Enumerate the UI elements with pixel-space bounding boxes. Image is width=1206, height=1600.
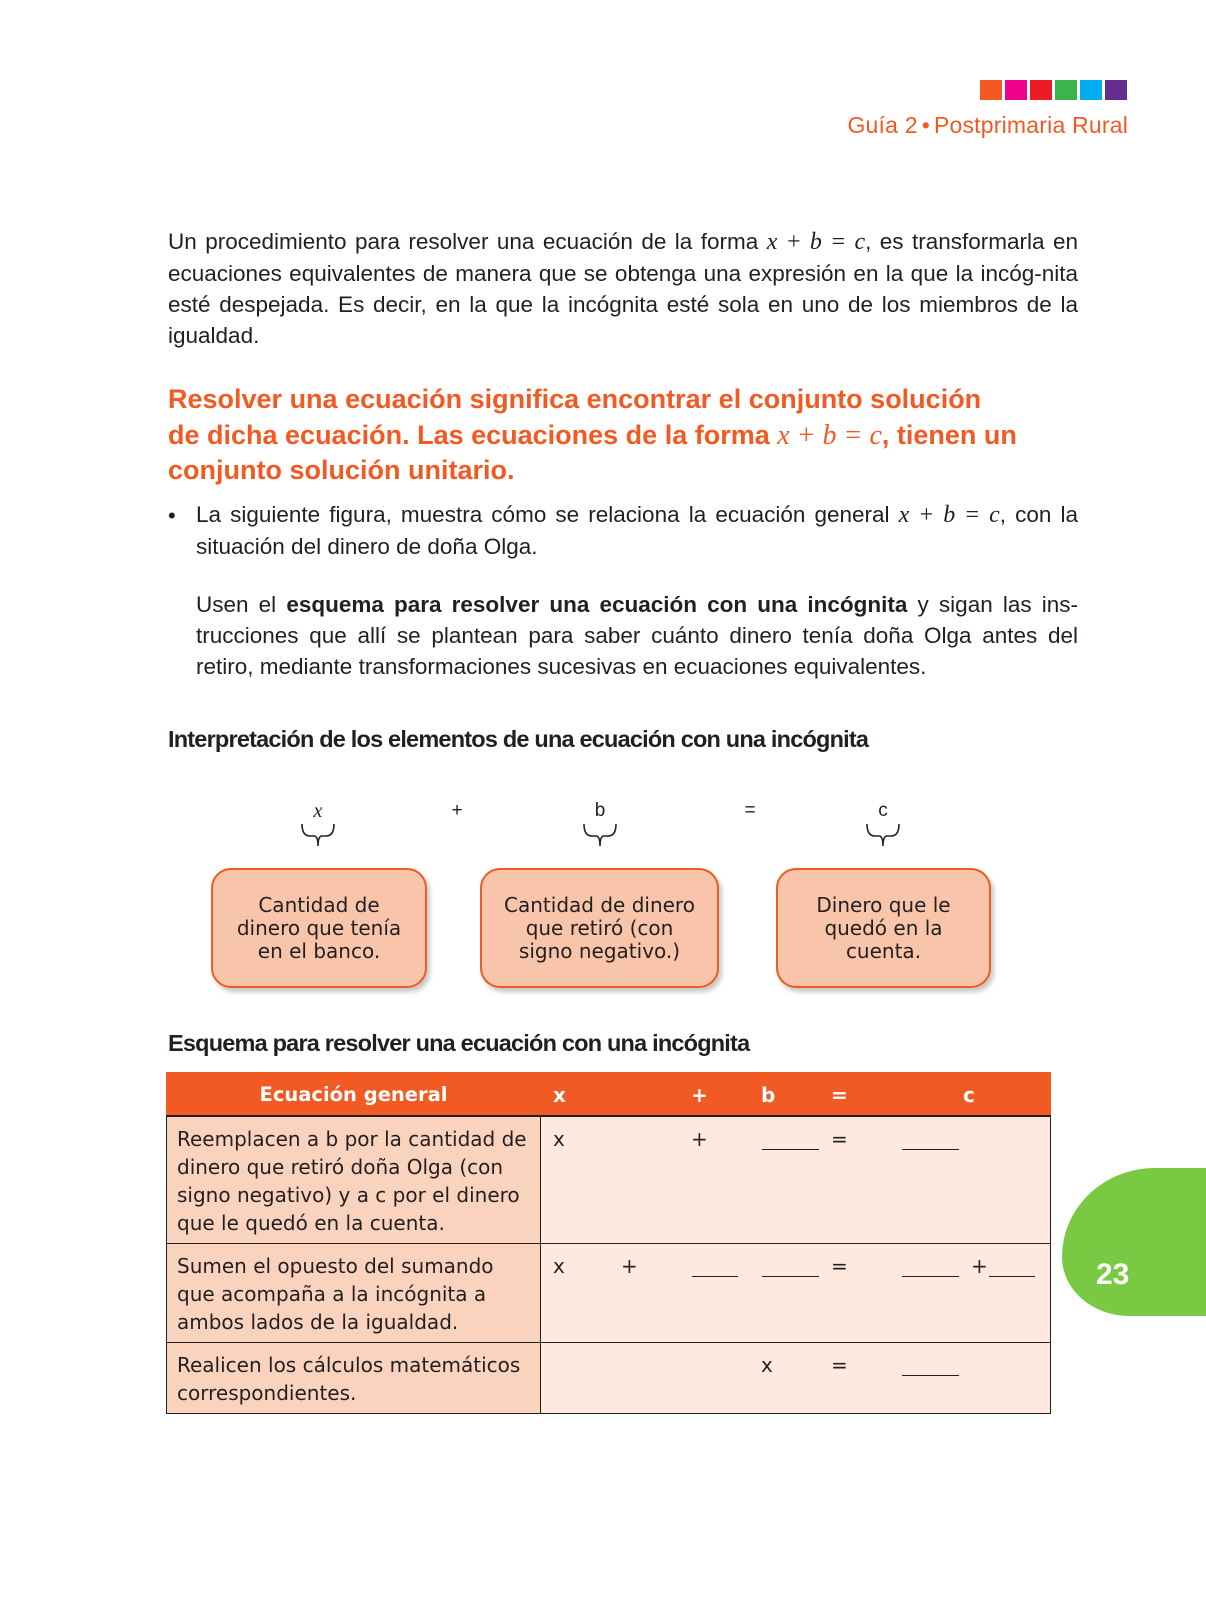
bullet-p1-before: La siguiente figura, muestra cómo se relaciona la ecuación general (196, 502, 899, 527)
header-c: c (963, 1083, 975, 1107)
row-description: Realicen los cálculos matemáticos correspondientes. (167, 1343, 541, 1414)
brace-icon (580, 818, 620, 852)
guide-label: Guía 2 (847, 112, 918, 138)
color-strip (980, 80, 1127, 100)
scheme-table (166, 1072, 1051, 1414)
term-x: x (761, 1353, 773, 1377)
symbol-b: b (594, 800, 606, 821)
highlight-text-before: Resolver una ecuación significa encontrar el conjunto solución de dicha ecuación. Las ecuaciones de la forma (168, 384, 982, 450)
bullet-p1-after: , con la situación del dinero de doña Olga. (196, 502, 1078, 559)
highlight-statement (168, 382, 1018, 489)
table-row (167, 1244, 1051, 1343)
header-equation-terms (541, 1073, 1051, 1117)
running-head (847, 112, 1128, 139)
term-x: x (553, 1127, 565, 1151)
header-general-equation: Ecuación general (167, 1073, 541, 1117)
term-x: x (553, 1254, 565, 1278)
row-work-area (541, 1116, 1051, 1244)
header-plus: + (691, 1083, 708, 1107)
symbol-plus: + (451, 800, 463, 821)
answer-blank[interactable] (902, 1276, 959, 1277)
page-number-badge (1062, 1168, 1206, 1316)
intro-paragraph (168, 226, 1078, 351)
answer-blank[interactable] (762, 1276, 819, 1277)
row-description: Reemplacen a b por la cantidad de dinero que retiró doña Olga (con signo negativo) y a c por el dinero que le quedó en la cuenta. (167, 1116, 541, 1244)
table-row (167, 1116, 1051, 1244)
bullet-p2-after: y sigan las ins-trucciones que allí se plantean para saber cuánto dinero tenía doña Olga antes del retiro, mediante transformaciones sucesivas en ecuaciones equivalentes. (196, 592, 1079, 679)
symbol-c: c (878, 800, 888, 821)
separator-dot: • (921, 112, 930, 138)
row-work-area (541, 1343, 1051, 1414)
program-label: Postprimaria Rural (933, 112, 1128, 138)
scheme-header-row (167, 1073, 1051, 1117)
bullet-paragraph-2 (196, 589, 1078, 682)
brace-icon (863, 818, 903, 852)
bullet-p2-bold: esquema para resolver una ecuación con una incógnita (286, 592, 908, 617)
brace-icon (298, 818, 338, 852)
highlight-text-after: , tienen un conjunto solución unitario. (168, 419, 1017, 485)
term-plus: + (621, 1254, 638, 1278)
header-b: b (761, 1083, 776, 1107)
box-money-in-bank: Cantidad de dinero que tenía en el banco. (211, 868, 427, 988)
term-eq: = (831, 1254, 848, 1278)
table-row (167, 1343, 1051, 1414)
row-description: Sumen el opuesto del sumando que acompaña a la incógnita a ambos lados de la igualdad. (167, 1244, 541, 1343)
answer-blank[interactable] (989, 1276, 1035, 1277)
scheme-title: Esquema para resolver una ecuación con una incógnita (168, 1030, 750, 1056)
term-eq: = (831, 1353, 848, 1377)
bullet-p1-equation: x + b = c (898, 502, 1000, 528)
row-work-area (541, 1244, 1051, 1343)
intro-text-after: , es transformarla en ecuaciones equivalentes de manera que se obtenga una expresión en la que la incóg-nita esté despejada. Es decir, en la que la incógnita esté sola en uno de los miembros de la igualdad. (168, 229, 1078, 348)
term-plus-2: + (971, 1254, 988, 1278)
bullet-p2-before: Usen el (196, 592, 287, 617)
intro-equation: x + b = c (766, 229, 866, 255)
term-plus: + (691, 1127, 708, 1151)
highlight-equation: x + b = c (777, 419, 882, 451)
term-eq: = (831, 1127, 848, 1151)
color-square-red (1030, 80, 1052, 100)
intro-text-before: Un procedimiento para resolver una ecuación de la forma (168, 229, 767, 254)
answer-blank[interactable] (692, 1276, 738, 1277)
answer-blank[interactable] (902, 1375, 959, 1376)
page-number: 23 (1096, 1258, 1130, 1291)
color-square-green (1055, 80, 1077, 100)
symbol-equals: = (744, 800, 756, 821)
bullet-paragraph-1 (196, 499, 1078, 562)
header-x: x (553, 1083, 566, 1107)
interpretation-title: Interpretación de los elementos de una ecuación con una incógnita (168, 726, 869, 752)
answer-blank[interactable] (902, 1149, 959, 1150)
box-money-withdrawn: Cantidad de dinero que retiró (con signo negativo.) (480, 868, 719, 988)
symbol-x: x (313, 800, 323, 822)
answer-blank[interactable] (762, 1149, 819, 1150)
color-square-cyan (1080, 80, 1102, 100)
header-eq: = (831, 1083, 848, 1107)
bullet-mark: • (168, 503, 176, 528)
color-square-orange (980, 80, 1002, 100)
box-money-remaining: Dinero que le quedó en la cuenta. (776, 868, 991, 988)
color-square-purple (1105, 80, 1127, 100)
color-square-magenta (1005, 80, 1027, 100)
